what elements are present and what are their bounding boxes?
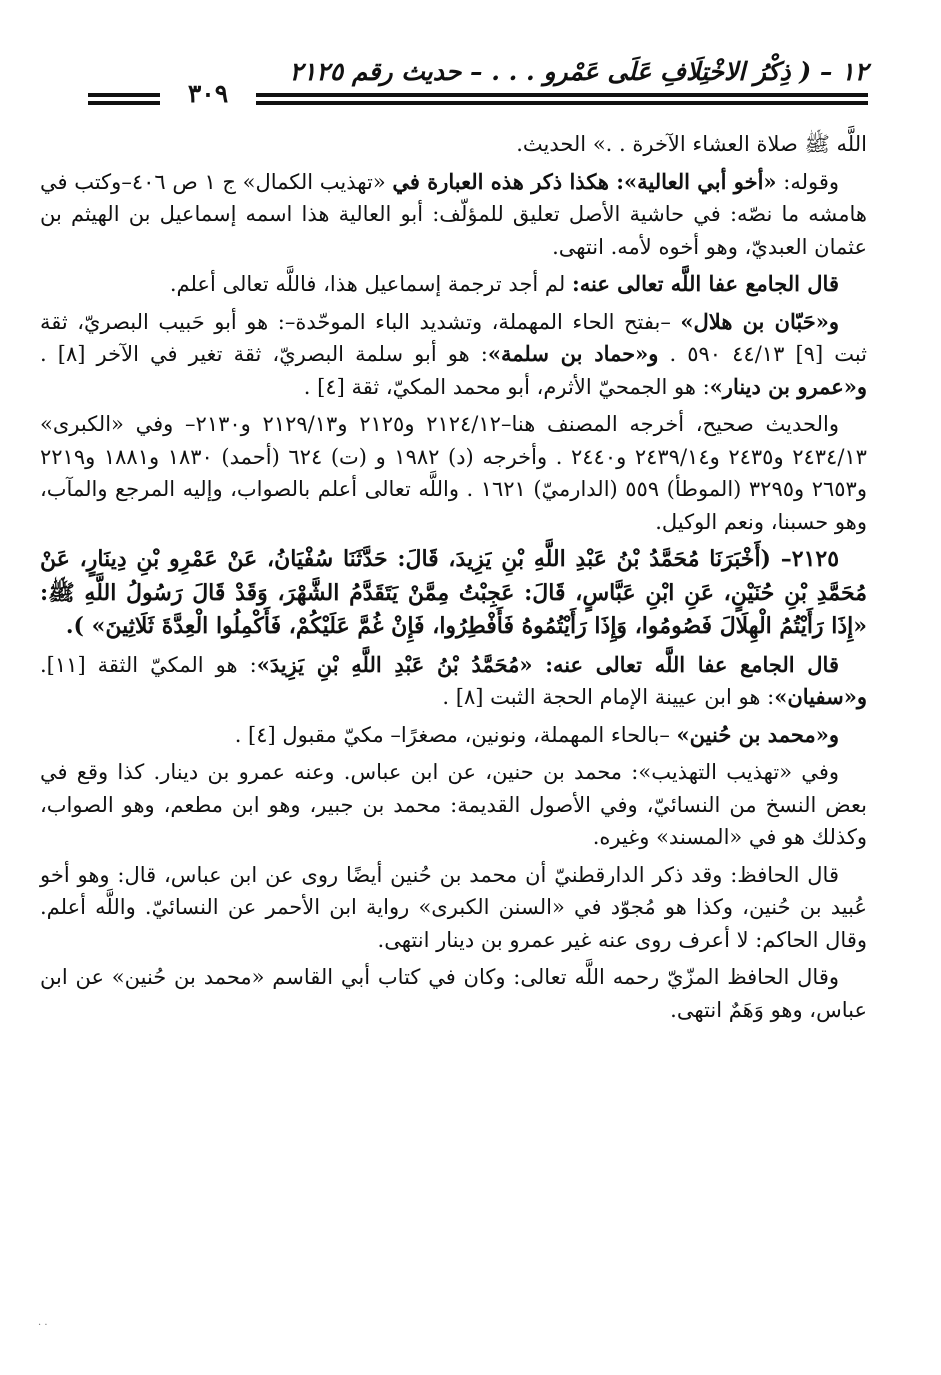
paragraph [40, 128, 867, 161]
paragraph [40, 961, 867, 1026]
text-span: : هو المكيّ الثقة [١١]. [40, 652, 257, 677]
paragraph [40, 306, 867, 404]
bold-text-span: و«حَبّان بن هلال» [680, 308, 839, 334]
text-span: وقال الحافظ المزّيّ رحمه اللَّه تعالى: وكان في كتاب أبي القاسم «محمد بن حُنين» عن ابن عباس، وهو وَهَمٌ انتهى. [40, 965, 867, 1022]
paragraph [40, 649, 867, 714]
text-span: «تهذيب الكمال» ج ١ ص ٤٠٦–وكتب في هامشه ما نصّه: في حاشية الأصل تعليق للمؤلّف: أبو العالية هذا اسمه إسماعيل بن الهيثم بن عثمان العبديّ، وهو أخوه لأمه. انتهى. [40, 169, 867, 259]
bold-text-span: قال الجامع عفا اللَّه تعالى عنه: «مُحَمَّدُ بْنُ عَبْدِ اللَّهِ بْنِ يَزِيدَ» [256, 651, 839, 677]
paragraph [40, 408, 867, 538]
bold-text-span: و«محمد بن حُنين» [676, 721, 839, 747]
text-span: –بالحاء المهملة، ونونين، مصغرًا– مكيّ مقبول [٤] . [234, 722, 677, 747]
page-number: ٣٠٩ [160, 78, 256, 110]
bold-text-span: قال الجامع عفا اللَّه تعالى عنه: [571, 271, 839, 296]
text-span: وفي «تهذيب التهذيب»: محمد بن حنين، عن ابن عباس. وعنه عمرو بن دينار. كذا وقع في بعض النسخ من النسائيّ، وفي الأصول القديمة: محمد بن جبير، وهو ابن مطعم، وهو الصواب، وكذلك هو في «المسند» وغيره. [40, 760, 867, 849]
text-span: وقوله: [776, 169, 840, 194]
page-header [88, 52, 868, 108]
text-span: : هو أبو سلمة البصريّ، ثقة تغير في الآخر [٨] . [40, 342, 488, 366]
text-span: لم أجد ترجمة إسماعيل هذا، فاللَّه تعالى أعلم. [169, 272, 572, 296]
paragraph [40, 719, 867, 752]
text-span: –بفتح الحاء المهملة، وتشديد الباء الموحّدة–: هو أبو حَبيب البصريّ، ثقة ثبت [٩] ٤٤/١٣ ٥٩٠ . [40, 309, 868, 366]
bold-text-span: ٢١٢٥– (أَخْبَرَنَا مُحَمَّدُ بْنُ عَبْدِ اللَّهِ بْنِ يَزِيدَ، قَالَ: حَدَّثَنَا سُفْيَانُ، عَنْ عَمْرِو بْنِ دِينَارٍ، عَنْ مُحَمَّدِ بْنِ حُنَيْنٍ، عَنِ ابْنِ عَبَّاسٍ، قَالَ: عَجِبْتُ مِمَّنْ يَتَقَدَّمُ الشَّهْرَ، وَقَدْ قَالَ رَسُولُ اللَّهِ ﷺ: «إِذَا رَأَيْتُمُ الْهِلَالَ فَصُومُوا، وَإِذَا رَأَيْتُمُوهُ فَأَفْطِرُوا، فَإِنْ غُمَّ عَلَيْكُمْ، فَأَكْمِلُوا الْعِدَّةَ ثَلَاثِينَ» ). [40, 546, 867, 639]
text-span: والحديث صحيح، أخرجه المصنف هنا–٢١٢٤/١٢ و٢١٢٥ و٢١٢٩/١٣ و٢١٣٠– وفي «الكبرى» ٢٤٣٤/١٣ و٢٤٣٥ و٢٤٣٩/١٤ و٢٤٤٠ . وأخرجه (د) ١٩٨٢ و (ت) ٦٢٤ (أحمد) ١٨٣٠ و١٨٨١ و٢٢١٩ و٢٦٥٣ و٣٢٩٥ (الموطأ) ٥٥٩ (الدارميّ) ١٦٢١ . واللَّه تعالى أعلم بالصواب، وإليه المرجع والمآب، وهو حسبنا، ونعم الوكيل. [40, 412, 867, 534]
bold-text-span: «أخو أبي العالية»: هكذا ذكر هذه العبارة في [392, 168, 777, 194]
paragraph [40, 859, 867, 957]
text-span: قال الحافظ: وقد ذكر الدارقطنيّ أن محمد بن حُنين أيضًا روى عن ابن عباس، قال: وهو أخو عُبيد بن حُنين، وكذا هو مُجوّد في «السنن الكبرى» رواية ابن الأحمر عن النسائيّ. واللَّه أعلم. وقال الحاكم: لا أعرف روى عنه غير عمرو بن دينار انتهى. [40, 862, 867, 952]
bold-text-span: و«حماد بن سلمة» [487, 341, 659, 366]
bold-text-span: و«سفيان» [774, 684, 867, 709]
paragraph [40, 756, 867, 854]
margin-marks: · · [38, 1320, 48, 1331]
body-text [40, 128, 867, 1318]
hadith-text [40, 543, 867, 644]
running-title: ١٢ – ( ذِكْرُ الاخْتِلَافِ عَلَى عَمْرو . . . – حديث رقم ٢١٢٥ [289, 57, 868, 86]
text-span: اللَّه ﷺ صلاة العشاء الآخرة . .» الحديث. [516, 132, 867, 156]
paragraph [40, 166, 867, 264]
bold-text-span: و«عمرو بن دينار» [709, 373, 867, 399]
paragraph [40, 268, 867, 301]
text-span: : هو الجمحيّ الأثرم، أبو محمد المكيّ، ثقة [٤] . [303, 374, 710, 399]
text-span: : هو ابن عيينة الإمام الحجة الثبت [٨] . [442, 685, 775, 709]
